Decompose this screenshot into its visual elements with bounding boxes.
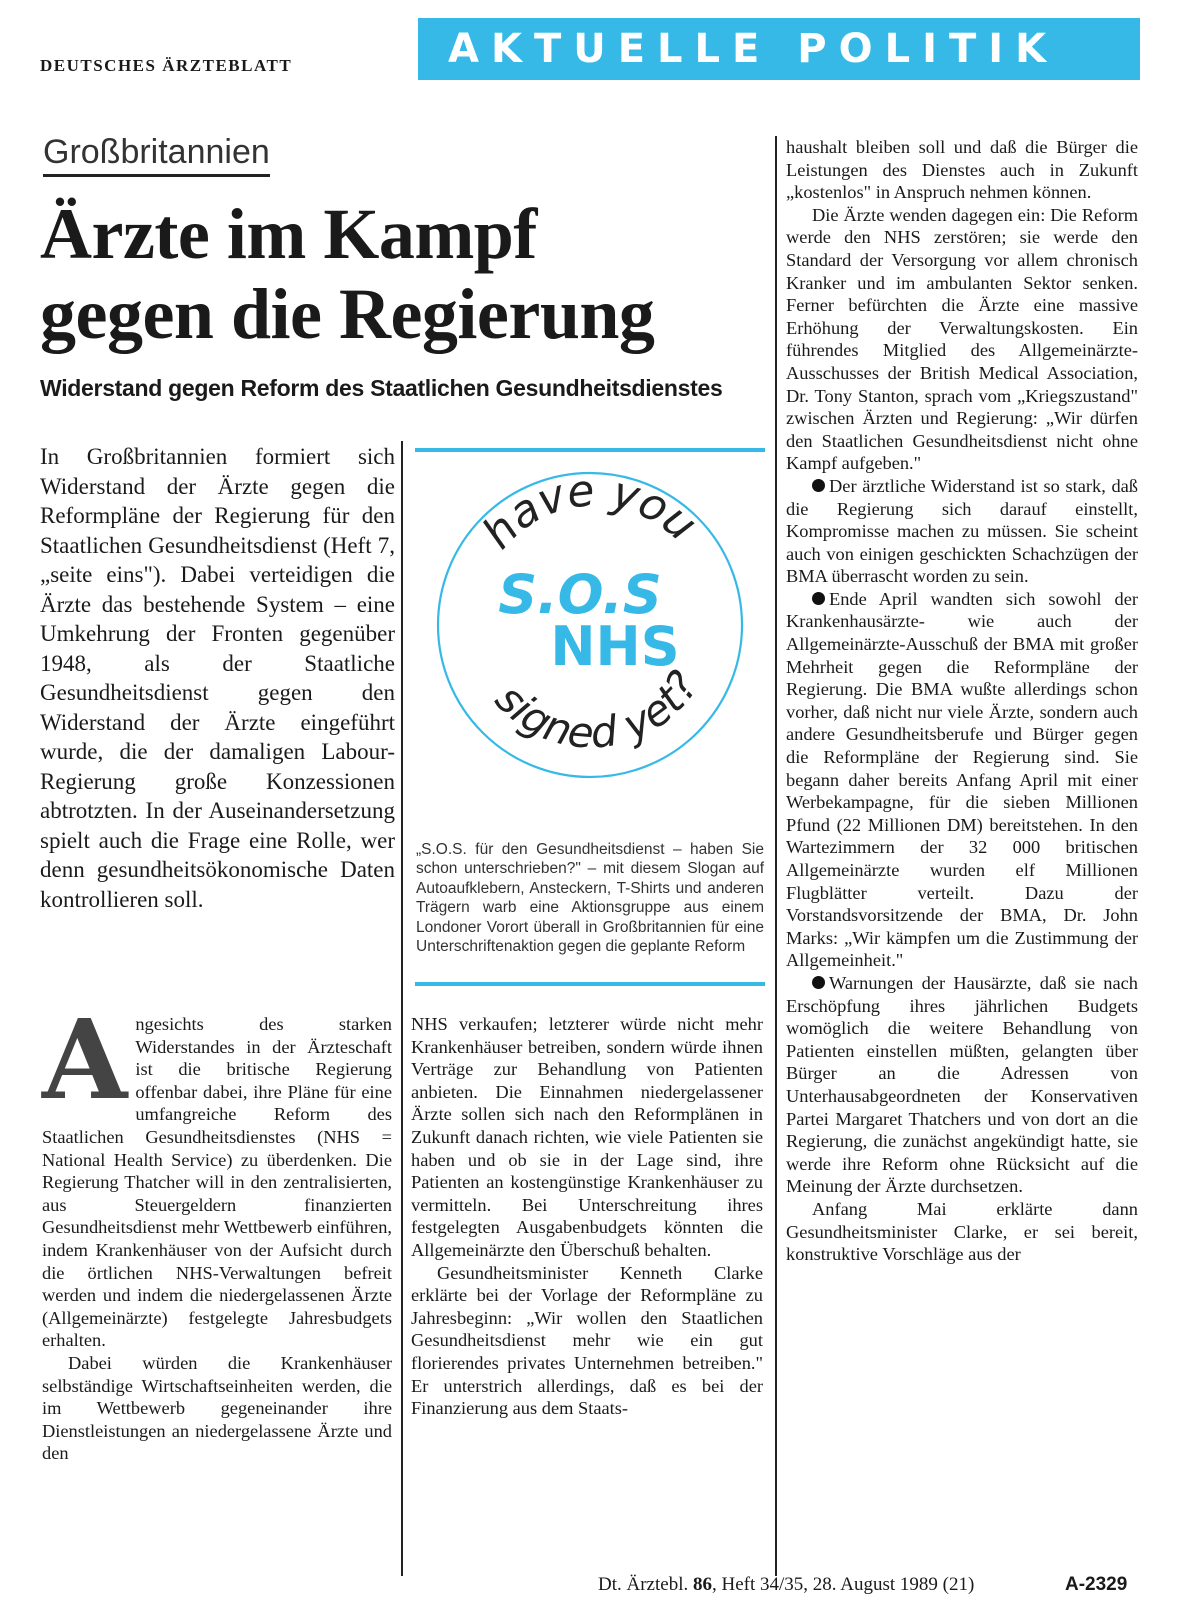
masthead: DEUTSCHES ÄRZTEBLATT	[40, 56, 293, 75]
col3-paragraph-2: Die Ärzte wenden dagegen ein: Die Reform werde den NHS zerstören; sie werde den Standard der Versorgung vor allem chronisch Kranker und im ambulanten Sektor senken. Ferner befürchten die Ärzte eine massive Erhöhung der Verwaltungskosten. Ein führendes Mitglied des Allgemeinärzte-Ausschusses der British Medical Association, Dr. Tony Stanton, sprach vom „Kriegszustand" zwischen Ärzten und Regierung: „Wir dürfen den Staatlichen Gesundheitsdienst nicht ohne Kampf aufgeben."	[786, 204, 1138, 474]
footer-journal: Dt. Ärztebl.	[598, 1574, 689, 1595]
bullet-icon	[812, 976, 825, 989]
subheadline: Widerstand gegen Reform des Staatlichen Gesundheitsdienstes	[40, 375, 723, 401]
kicker: Großbritannien	[43, 132, 270, 177]
sos-nhs-badge	[430, 465, 750, 795]
footer-issue: , Heft 34/35, 28. August 1989 (21)	[711, 1574, 975, 1595]
image-caption: „S.O.S. für den Gesundheitsdienst – haben Sie schon unterschrieben?" – mit diesem Slogan auf Autoaufklebern, Ansteckern, T-Shirts und anderen Trägern warb eine Aktionsgruppe aus einem Londoner Vorort überall in Großbritannien für eine Unterschriftenaktion gegen die geplante Reform	[416, 841, 764, 956]
body-column-3	[786, 136, 1138, 1266]
image-top-rule	[415, 448, 765, 452]
body-column-1	[42, 995, 392, 1465]
col2-paragraph-1: NHS verkaufen; letzterer würde nicht mehr Krankenhäuser betreiben, sondern würde ihnen Verträge zur Behandlung von Patienten anbieten. Die Einnahmen niedergelassener Ärzte sollen sich nach den Reformplänen in Zukunft danach richten, wie viele Patienten sie haben und ob sie in der Lage sind, ihre Patienten an kostengünstige Krankenhäuser zu vermitteln. Bei Unterschreitung ihres festgelegten Ausgabenbudgets könnten die Allgemeinärzte den Überschuß behalten.	[411, 1014, 763, 1260]
bullet-icon	[812, 592, 825, 605]
headline-line-2: gegen die Regierung	[40, 274, 655, 354]
headline-line-1: Ärzte im Kampf	[40, 194, 537, 274]
badge-arc-top: have you	[472, 465, 707, 559]
lead-paragraph: In Großbritannien formiert sich Widerstand der Ärzte gegen die Reformpläne der Regierung für den Staatlichen Gesundheitsdienst (Heft 7, „seite eins"). Dabei verteidigen die Ärzte das bestehende System – eine Umkehrung der Fronten gegenüber 1948, als der Staatliche Gesundheitsdienst gegen den Widerstand der Ärzte eingeführt wurde, die der damaligen Labour-Regierung große Konzessionen abtrotzten. In der Auseinandersetzung spielt auch die Frage eine Rolle, wer denn gesundheitsökonomische Daten kontrollieren soll.	[40, 444, 395, 912]
col3-paragraph-6: Anfang Mai erklärte dann Gesundheitsminister Clarke, er sei bereit, konstruktive Vorschläge aus der	[786, 1198, 1138, 1265]
image-bottom-rule	[415, 982, 765, 986]
column-rule-left	[401, 441, 403, 1576]
headline	[40, 194, 780, 354]
col3-paragraph-3: Der ärztliche Widerstand ist so stark, daß die Regierung sich darauf einstellt, Kompromisse machen zu müssen. Sie scheint auch von einigen geschickten Schachzügen der BMA überrascht worden zu sein.	[786, 475, 1138, 587]
footer-volume: 86	[692, 1574, 712, 1595]
badge-arc-bottom: signed yet?	[486, 662, 708, 758]
body-column-2	[411, 1013, 763, 1420]
page-number: A-2329	[1065, 1574, 1128, 1595]
col3-paragraph-4: Ende April wandten sich sowohl der Krankenhausärzte- wie auch der Allgemeinärzte-Ausschuß der BMA mit großer Mehrheit gegen die Reformpläne der Regierung. Die BMA wußte allerdings schon vorher, daß nicht nur viele Ärzte, sondern auch andere Gesundheitsberufe und Bürger gegen die Reformpläne der Regierung sind. Sie begann daher bereits Anfang April mit einer Werbekampagne, für die sieben Millionen Pfund (22 Millionen DM) bereitstehen. In den Wartezimmern der 32 000 britischen Allgemeinärzte wurden elf Millionen Flugblätter verteilt. Dazu der Vorstandsvorsitzende der BMA, Dr. John Marks: „Wir kämpfen um die Zustimmung der Allgemeinheit."	[786, 588, 1138, 971]
badge-nhs: NHS	[550, 615, 680, 678]
col3-paragraph-5: Warnungen der Hausärzte, daß sie nach Erschöpfung ihres jährlichen Budgets womöglich die weitere Behandlung von Patienten einstellen müßten, gelangten über Bürger an die Adressen von Unterhausabgeordneten der Konservativen Partei Margaret Thatchers und von dort an die Regierung, die zunächst angekündigt hatte, sie werde ihre Reform ohne Rücksicht auf die Meinung der Ärzte durchsetzen.	[786, 972, 1138, 1197]
col3-paragraph-1: haushalt bleiben soll und daß die Bürger die Leistungen des Dienstes auch in Zukunft „kostenlos" in Anspruch nehmen können.	[786, 137, 1138, 203]
footer-citation	[598, 1574, 974, 1596]
badge-sos: S.O.S	[498, 563, 662, 626]
drop-cap: A	[42, 995, 128, 1124]
col1-paragraph-1: ngesichts des starken Widerstandes in der Ärzteschaft ist die britische Regierung offenbar dabei, ihre Pläne für eine umfangreiche Reform des Staatlichen Gesundheitsdienstes (NHS = National Health Service) zu überdenken. Die Regierung Thatcher will in den zentralisierten, aus Steuergeldern finanzierten Gesundheitsdienst mehr Wettbewerb einführen, indem Krankenhäuser von der Aufsicht durch die örtlichen NHS-Verwaltungen befreit werden und indem die niedergelassenen Ärzte (Allgemeinärzte) festgelegte Jahresbudgets erhalten.	[42, 1014, 392, 1351]
col1-paragraph-2: Dabei würden die Krankenhäuser selbständige Wirtschaftseinheiten werden, die im Wettbewerb gegeneinander ihre Dienstleistungen an niedergelassene Ärzte und den	[42, 1352, 392, 1464]
column-rule-right	[775, 136, 777, 1576]
col2-paragraph-2: Gesundheitsminister Kenneth Clarke erklärte bei der Vorlage der Reformpläne zu Jahresbeginn: „Wir wollen den Staatlichen Gesundheitsdienst mehr wie ein gut florierendes privates Unternehmen betreiben." Er unterstrich allerdings, daß es bei der Finanzierung aus dem Staats-	[411, 1262, 763, 1419]
section-banner: AKTUELLE POLITIK	[418, 18, 1140, 80]
bullet-icon	[812, 479, 825, 492]
